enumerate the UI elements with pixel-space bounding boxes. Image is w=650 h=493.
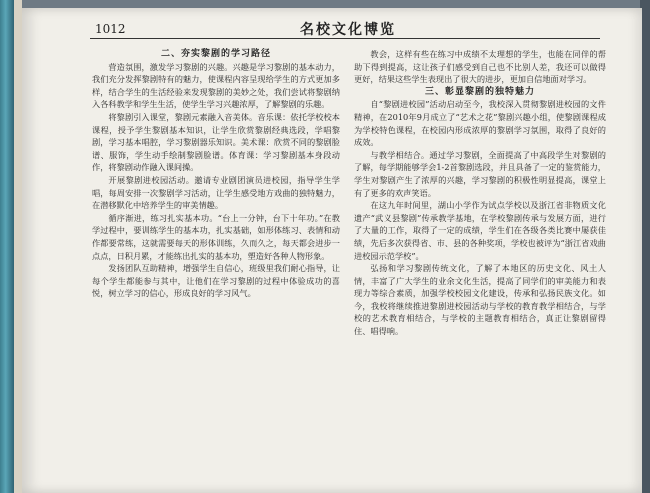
paragraph: 营造氛围，激发学习黎剧的兴趣。兴趣是学习黎剧的基本动力，我们充分发挥黎剧特有的魅力，使课程内容呈现给学生的方式更加多样，结合学生的生活经验来发现黎剧的美妙之处，我们尝试将黎剧纳入各科教学和学生生活，使学生学习兴趣浓厚，了解黎剧的乐趣。	[92, 61, 340, 110]
page-edges	[14, 0, 22, 493]
paragraph: 自“黎剧进校园”活动启动至今，我校深入贯彻黎剧进校园的文件精神，在2010年9月成立了“艺术之花”黎剧兴趣小组，使黎剧课程成为学校特色课程，在校园内形成浓厚的黎剧学习氛围，取得了良好的成效。	[354, 99, 606, 148]
page-number: 1012	[95, 22, 126, 36]
section-heading-3: 三、彰显黎剧的独特魅力	[424, 86, 535, 97]
paragraph: 将黎剧引入课堂，黎剧元素融入音美体。音乐课：依托学校校本课程，授予学生黎剧基本知识，让学生欣赏黎剧经典选段，学唱黎剧，学习基本唱腔，学习黎剧器乐知识。美术课：欣赏不同的黎剧脸谱、服饰，学生动手绘制黎剧脸谱。体育课：学习黎剧基本身段动作，将黎剧动作融入课间操。	[92, 111, 340, 173]
book-cover-spine	[0, 0, 14, 493]
paragraph: 教会，这样有些在练习中成绩不太理想的学生，也能在同伴的帮助下得到提高，这让孩子们感受到自己也不比别人差，我还可以做得更好，结果这些学生表现出了很大的进步，更加自信地面对学习。	[354, 49, 606, 85]
paragraph: 发扬团队互助精神，增强学生自信心，班级里我们耐心指导，让每个学生都能参与其中，让他们在学习黎剧的过程中体验成功的喜悦，树立学习的信心，形成良好的学习风气。	[92, 263, 340, 299]
paragraph: 弘扬和学习黎剧传统文化，了解了本地区的历史文化、风土人情，丰富了广大学生的业余文化生活，提高了同学们的审美能力和表现力等综合素质，加强学校校园文化建设，传承和弘扬民族文化。如今，我校将继续推进黎剧进校园活动与学校的教育教学相结合，与学校的艺术教育相结合，与学校的主题教育相结合，真正让黎剧留得住、唱得响。	[354, 263, 606, 337]
paragraph: 开展黎剧进校园活动。邀请专业剧团演员进校园，指导学生学唱，每周安排一次黎剧学习活动，让学生感受地方戏曲的独特魅力，在潜移默化中培养学生的审美情趣。	[92, 174, 340, 211]
header-rule	[90, 38, 600, 39]
paragraph: 在这九年时间里，湖山小学作为试点学校以及浙江省非物质文化遗产“武义县黎剧”传承教学基地，在学校黎剧传承与发展方面，进行了大量的工作，取得了一定的成绩，学生们在各级各类比赛中屡获佳绩，先后多次获得省、市、县的各种奖项，学校也被评为“浙江省戏曲进校园示范学校”。	[354, 200, 606, 261]
right-column	[354, 48, 606, 488]
paragraph: 与教学相结合。通过学习黎剧，全面提高了中高段学生对黎剧的了解，每学期能够学会1-2首黎剧选段，并且具备了一定的鉴赏能力，学生对黎剧产生了浓厚的兴趣，学习黎剧的积极性明显提高，课堂上有了更多的欢声笑语。	[354, 149, 606, 198]
paragraph: 循序渐进，练习扎实基本功。“台上一分钟，台下十年功。”在教学过程中，要训练学生的基本功，扎实基础，如形体练习、表情和动作都要常练，这就需要每天的形体训练，久而久之，每天都会进步一点点，日积月累，才能练出扎实的基本功，塑造好各种人物形象。	[92, 212, 340, 261]
left-column	[92, 48, 340, 488]
running-title: 名校文化博览	[300, 22, 396, 38]
section-heading-2: 二、夯实黎剧的学习路径	[160, 49, 271, 59]
